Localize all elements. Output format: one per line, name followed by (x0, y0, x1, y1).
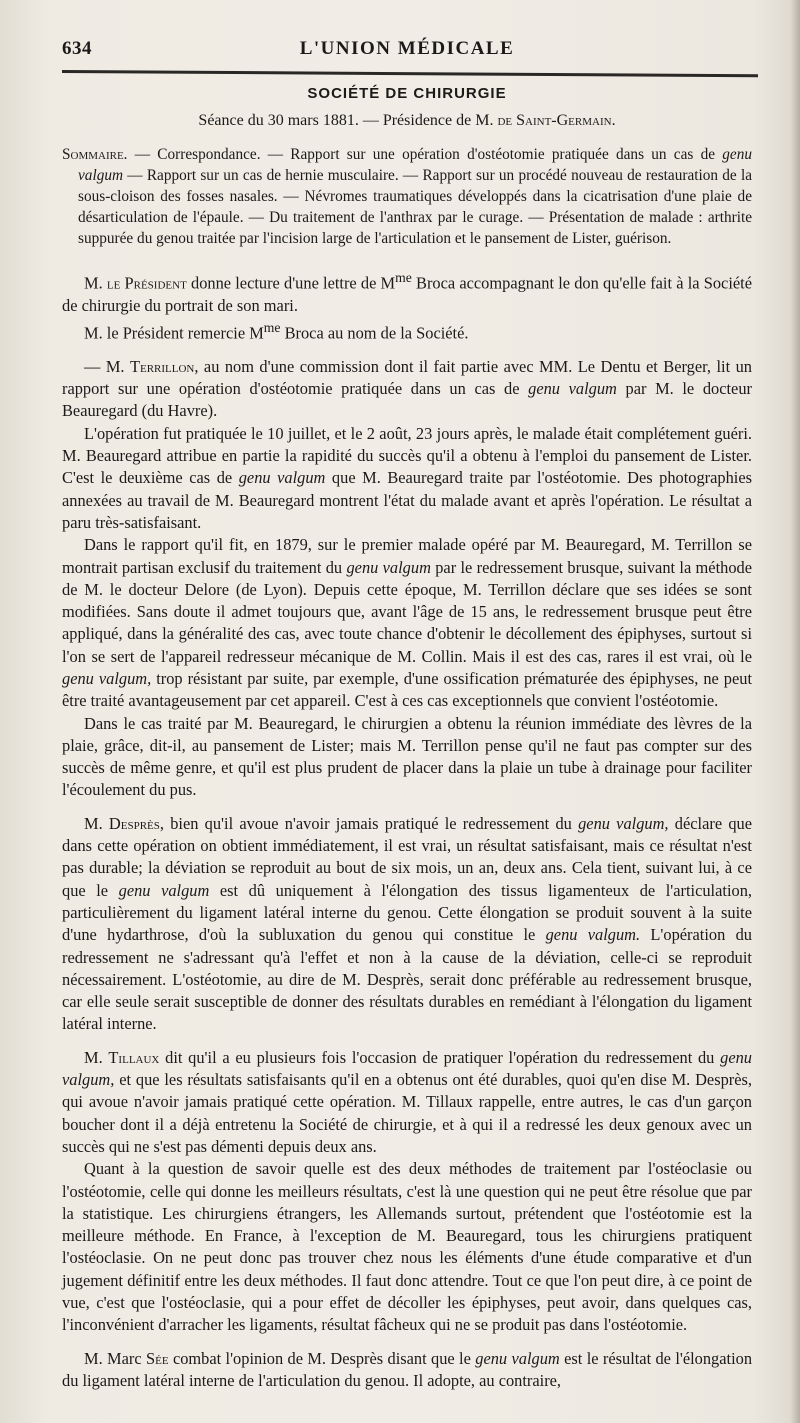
paragraph-text: déclare que dans cette opération on obtient immédiatement, il est vrai, un résultat satisfaisant, mais ce résultat n'est pas durable; la déviation se reproduit au bout de six mois, un an, deux ans. Cela tient, suivant lui, à ce que le (62, 813, 752, 900)
paragraph-text: Dans le cas traité par M. Beauregard, le chirurgien a obtenu la réunion immédiate des lèvres de la plaie, grâce, dit-il, au pansement de Lister; mais M. Terrillon pense qu'il ne faut pas compter sur des succès de même genre, et qu'il est plus prudent de placer dans la plaie un tube à drainage pour faciliter l'écoulement du pus. (62, 713, 752, 800)
paragraph-text: donne lecture d'une lettre de M (191, 273, 396, 293)
speaker-name: le Président (106, 273, 187, 293)
speaker-name: Tillaux (108, 1047, 160, 1067)
paragraph-text: L'opération fut pratiquée le 10 juillet, et le 2 août, 23 jours après, le malade était complétement guéri. M. Beauregard attribue en partie la rapidité du succès qu'il a obtenu à l'emploi du pansement de Lister. C'est le deuxième cas de (62, 423, 752, 488)
paragraph-text: et que les résultats satisfaisants qu'il en a obtenus ont été durables, quoi qu'en dise M. Desprès, qui avoue n'avoir jamais pratiqué cette opération. M. Tillaux rappelle, entre autres, le cas d'un garçon boucher dont il a déjà entretenu la Société de chirurgie, et à qui il a redressé les deux genoux avec un succès qui ne s'est pas démenti depuis deux ans. (62, 1070, 752, 1156)
paragraph-text: L'opération du redressement ne s'adressant qu'à l'effet et non à la cause de la déviation, celle-ci se reproduit nécessairement. L'ostéotomie, au dire de M. Desprès, serait donc préférable au redressement brusque, car elle seule serait susceptible de donner des résultats durables en remédiant à l'élongation du ligament latéral interne. (62, 925, 752, 1034)
paragraph-president-thanks (62, 317, 752, 345)
speaker-prefix: M. Marc (84, 1348, 142, 1368)
page-edge-shadow (790, 0, 800, 1423)
speaker-name: Terrillon, (129, 356, 199, 376)
paragraph-text: combat l'opinion de M. Desprès disant que le (172, 1348, 471, 1368)
speaker-name: Sée (146, 1348, 169, 1368)
summary-text-1: — Correspondance. — Rapport sur une opération d'ostéotomie pratiquée dans un cas de (134, 146, 716, 163)
paragraph-operation (62, 423, 752, 534)
paragraph-text: Dans le rapport qu'il fit, en 1879, sur le premier malade opéré par M. Beauregard, M. Terrillon se montrait partisan exclusif du traitement du (62, 535, 752, 577)
paragraph-text: par le redressement brusque, suivant la méthode de M. le docteur Delore (de Lyon). Depuis cette époque, M. Terrillon déclare que ses idées se sont modifiées. Sans doute il admet toujours que, avant l'âge de 15 ans, le redressement brusque peut être appliqué, dans la généralité des cas, avec toute chance d'obtenir le décollement des épiphyses, surtout si l'on se sert de l'appareil redresseur mécanique de M. Collin. Mais il est des cas, rares il est vrai, où le (62, 557, 752, 666)
summary-term: genu valgum (78, 146, 753, 184)
speaker-prefix: M. (84, 273, 103, 293)
latin-term: genu valgum (528, 379, 617, 399)
latin-term: genu valgum, (62, 1047, 752, 1090)
speaker-prefix: M. (84, 813, 103, 833)
latin-term: genu valgum (118, 880, 210, 900)
page-number: 634 (62, 38, 92, 59)
paragraph-text: Broca accompagnant le don qu'elle fait à la Société de chirurgie du portrait de son mari. (62, 273, 752, 315)
summary-text-2: — Rapport sur un cas de hernie musculaire. — Rapport sur un procédé nouveau de restauration de la sous-cloison des fosses nasales. — Névromes traumatiques développés dans la cicatrisation d'une plaie de désarticulation de l'épaule. — Du traitement de l'anthrax par le curage. — Présentation de malade : arthrite suppurée du genou traitée par l'incision large de l'articulation et le pansement de Lister, guérison. (78, 167, 752, 247)
speaker-prefix: — M. (84, 356, 125, 376)
latin-term: genu valgum (346, 557, 431, 577)
paragraph-text: bien qu'il avoue n'avoir jamais pratiqué le redressement du (170, 813, 572, 833)
paragraph-1879-report (62, 534, 752, 712)
paragraph-text: Quant à la question de savoir quelle est des deux méthodes de traitement par l'ostéoclasie ou l'ostéotomie, celle qui donne les meilleurs résultats, c'est là une question qui ne peut être résolue que par la statistique. Les chirurgiens étrangers, les Allemands surtout, prétendent que l'ostéotomie est la meilleure méthode. En France, à l'exception de M. Beauregard, tous les chirurgiens pratiquent l'ostéoclasie. On ne peut donc pas trouver chez nous les éléments d'une étude comparative et d'un jugement définitif entre les deux méthodes. Il faut donc attendre. Tout ce que l'on peut dire, à ce point de vue, c'est que l'ostéoclasie, qui a pour effet de décoller les épiphyses, peut avoir, dans quelques cas, l'inconvénient d'arracher les ligaments, résultat fâcheux qui ne se produit pas dans l'ostéotomie. (62, 1159, 752, 1335)
speaker-name: Desprès, (108, 813, 164, 833)
summary-label: Sommaire. (62, 146, 128, 163)
session-president: de Saint-Germain. (497, 112, 616, 129)
paragraph-president-letter (62, 267, 752, 317)
superscript: me (395, 270, 412, 285)
summary (62, 144, 752, 249)
paragraph-text: est dû uniquement à l'élongation des tissus ligamenteux de l'articulation, particulièrement du ligament latéral interne du genou. Cette élongation se produit souvent à la suite d'une hydarthrose, d'où la subluxation du genou qui constitue le (62, 880, 752, 945)
paragraph-text: dit qu'il a eu plusieurs fois l'occasion de pratiquer l'opération du redressement du (165, 1047, 715, 1067)
paragraph-text: au nom d'une commission dont il fait partie avec MM. Le Dentu et Berger, lit un rapport sur une opération d'ostéotomie pratiquée dans un cas de (62, 356, 752, 399)
paragraph-statistics (62, 1158, 752, 1336)
header-rule (62, 70, 758, 77)
paragraph-text: trop résistant par suite, par exemple, d'une ossification prématurée des épiphyses, ne peut être traité avantageusement par cet appareil. C'est à ces cas exceptionnels que convient l'ostéotomie. (62, 668, 752, 711)
superscript: me (263, 320, 281, 336)
section-title: SOCIÉTÉ DE CHIRURGIE (307, 85, 507, 102)
latin-term: genu valgum, (62, 668, 152, 688)
session-line (62, 112, 752, 130)
latin-term: genu valgum, (578, 813, 669, 833)
paragraph-marc-see (62, 1348, 752, 1393)
paragraph-drainage (62, 713, 752, 802)
journal-title: L'UNION MÉDICALE (299, 38, 515, 59)
running-header (62, 30, 752, 60)
paragraph-terrillon-report (62, 356, 752, 423)
paragraph-tillaux (62, 1047, 752, 1158)
paragraph-text: par M. le docteur Beauregard (du Havre). (62, 379, 752, 421)
latin-term: genu valgum (475, 1348, 560, 1368)
speaker-prefix: M. (84, 1047, 103, 1067)
paragraph-text: M. le Président remercie M (84, 323, 264, 343)
latin-term: genu valgum. (545, 925, 641, 945)
paragraph-text: est le résultat de l'élongation du ligament latéral interne de l'articulation du genou. Il adopte, au contraire, (62, 1348, 753, 1390)
paragraph-despres (62, 813, 752, 1036)
paragraph-text: Broca au nom de la Société. (284, 323, 469, 343)
paragraph-text: que M. Beauregard traite par l'ostéotomie. Des photographies annexées au travail de M. Beauregard montrent l'état du malade avant et après l'opération. Le résultat a paru très-satisfaisant. (62, 468, 752, 532)
session-prefix: Séance du 30 mars 1881. — Présidence de M. (198, 112, 494, 129)
latin-term: genu valgum (238, 468, 326, 488)
